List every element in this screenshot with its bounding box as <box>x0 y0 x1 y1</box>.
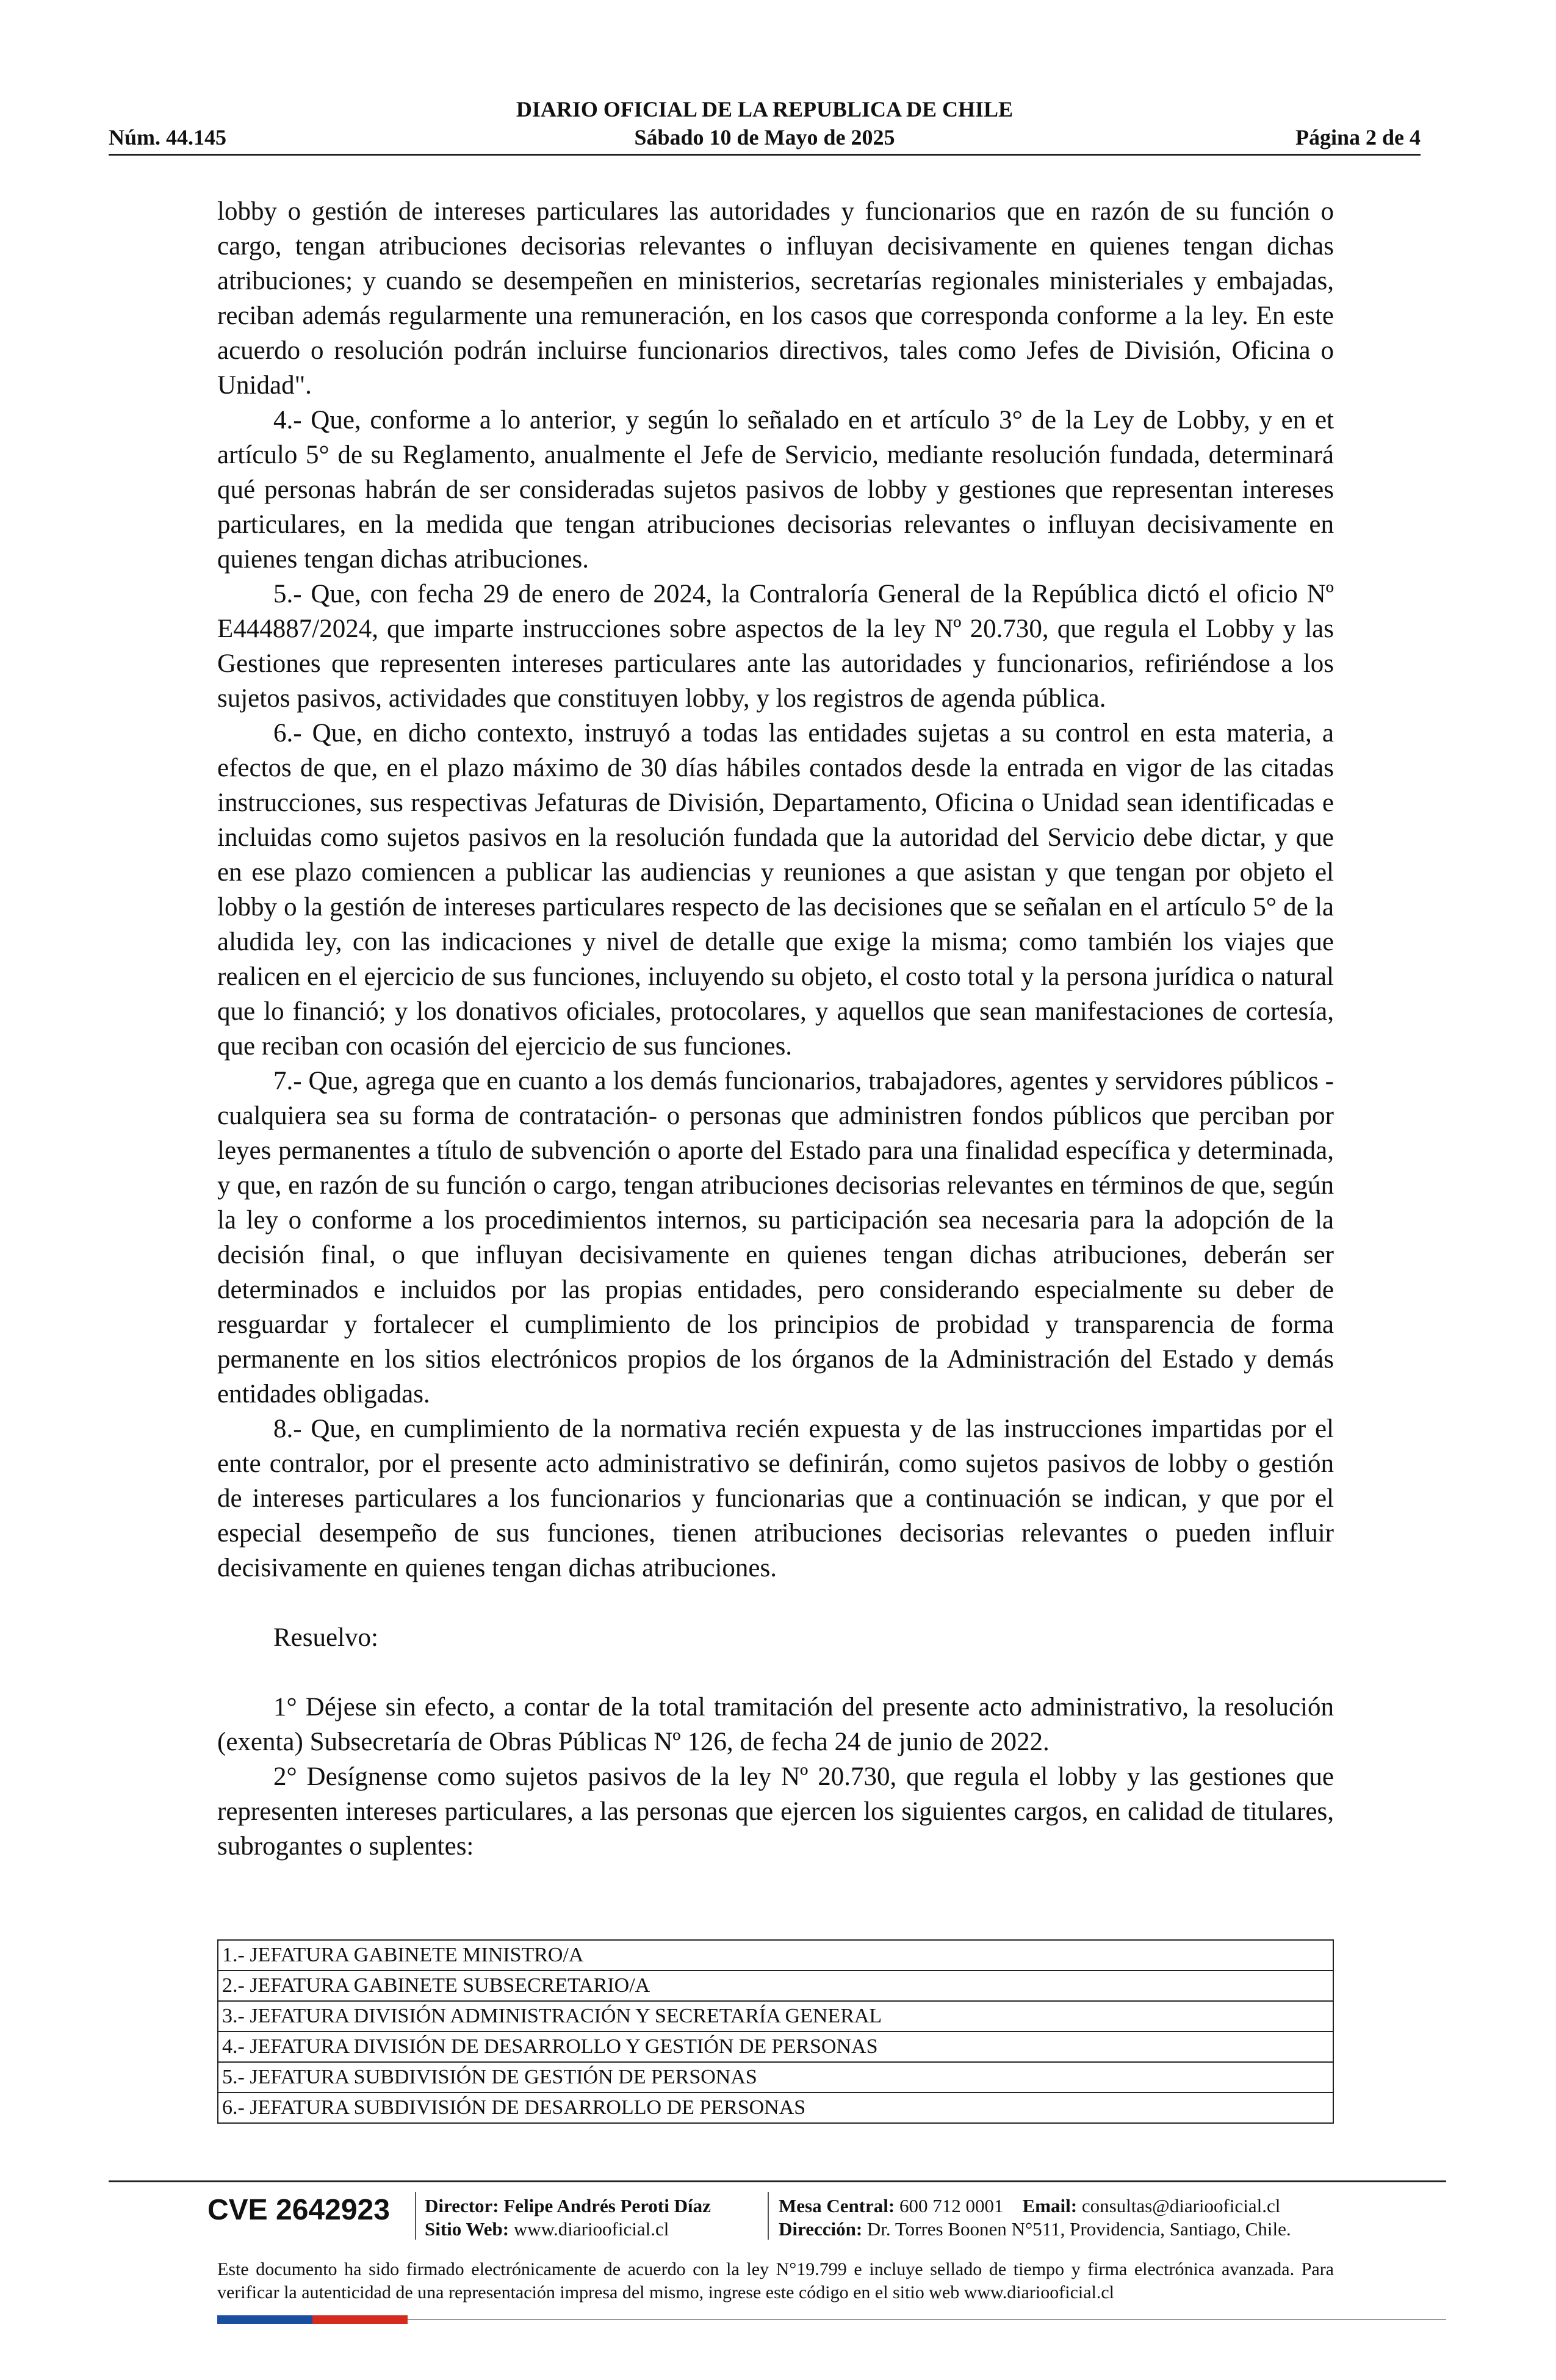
site-url: www.diariooficial.cl <box>513 2218 669 2240</box>
flag-stripe-blue <box>217 2315 312 2324</box>
gazette-title: DIARIO OFICIAL DE LA REPUBLICA DE CHILE <box>516 97 1014 121</box>
cargo-cell: 5.- JEFATURA SUBDIVISIÓN DE GESTIÓN DE PERSONAS <box>218 2062 1333 2093</box>
flag-stripe-red <box>312 2315 408 2324</box>
cargo-cell: 3.- JEFATURA DIVISIÓN ADMINISTRACIÓN Y SECRETARÍA GENERAL <box>218 2001 1333 2032</box>
mesa-phone: 600 712 0001 <box>899 2195 1004 2216</box>
page-indicator: Página 2 de 4 <box>1295 125 1421 150</box>
issue-date: Sábado 10 de Mayo de 2025 <box>634 125 895 150</box>
cargo-cell: 6.- JEFATURA SUBDIVISIÓN DE DESARROLLO DE PERSONAS <box>218 2093 1333 2123</box>
director-name: Felipe Andrés Peroti Díaz <box>503 2195 711 2216</box>
legal-notice: Este documento ha sido firmado electrónicamente de acuerdo con la ley N°19.799 e incluye sellado de tiempo y firma electrónica avanzada. Para verificar la autenticidad de una representación impresa del mismo, ingrese este código en el sitio web www.diariooficial.cl <box>217 2259 1334 2302</box>
paragraph-considerando-6: 6.- Que, en dicho contexto, instruyó a todas las entidades sujetas a su control en esta materia, a efectos de que, en el plazo máximo de 30 días hábiles contados desde la entrada en vigor de las citadas instrucciones, sus respectivas Jefaturas de División, Departamento, Oficina o Unidad sean identificadas e incluidas como sujetos pasivos en la resolución fundada que la autoridad del Servicio debe dictar, y que en ese plazo comiencen a publicar las audiencias y reuniones a que asistan y que tengan por objeto el lobby o la gestión de intereses particulares respecto de las decisiones que se señalan en el artículo 5° de la aludida ley, con las indicaciones y nivel de detalle que exige la misma; como también los viajes que realicen en el ejercicio de sus funciones, incluyendo su objeto, el costo total y la persona jurídica o natural que lo financió; y los donativos oficiales, protocolares, y aquellos que sean manifestaciones de cortesía, que reciban con ocasión del ejercicio de sus funciones. <box>217 719 1334 1061</box>
header-rule <box>109 154 1421 156</box>
paragraph-considerando-5: 5.- Que, con fecha 29 de enero de 2024, la Contraloría General de la República dictó el oficio Nº E444887/2024, que imparte instrucciones sobre aspectos de la ley Nº 20.730, que regula el Lobby y las Gestiones que representen intereses particulares ante las autoridades y funcionarios, refiriéndose a los sujetos pasivos, actividades que constituyen lobby, y los registros de agenda pública. <box>217 580 1334 713</box>
table-row <box>218 1971 1333 2001</box>
table-row <box>218 2032 1333 2062</box>
resuelvo-heading: Resuelvo: <box>273 1623 378 1652</box>
table-row <box>218 1940 1333 1971</box>
footer-director-block <box>425 2194 711 2241</box>
page-header <box>109 93 1421 160</box>
cve-code: CVE 2642923 <box>207 2194 390 2226</box>
bottom-rule <box>408 2319 1446 2320</box>
table-row <box>218 2001 1333 2032</box>
mesa-label: Mesa Central: <box>779 2195 895 2216</box>
table-row <box>218 2093 1333 2123</box>
footer-divider <box>415 2192 416 2240</box>
cargo-cell: 2.- JEFATURA GABINETE SUBSECRETARIO/A <box>218 1971 1333 2001</box>
director-label: Director: <box>425 2195 499 2216</box>
footer-divider <box>768 2192 769 2240</box>
resolution-item-2: 2° Desígnense como sujetos pasivos de la ley Nº 20.730, que regula el lobby y las gestiones que representen intereses particulares, a las personas que ejercen los siguientes cargos, en calidad de titulares, subrogantes o suplentes: <box>217 1762 1334 1861</box>
table-row <box>218 2062 1333 2093</box>
address-text: Dr. Torres Boonen N°511, Providencia, Santiago, Chile. <box>866 2218 1291 2240</box>
resolution-item-1: 1° Déjese sin efecto, a contar de la total tramitación del presente acto administrativo, la resolución (exenta) Subsecretaría de Obras Públicas Nº 126, de fecha 24 de junio de 2022. <box>217 1693 1334 1756</box>
cargo-cell: 4.- JEFATURA DIVISIÓN DE DESARROLLO Y GESTIÓN DE PERSONAS <box>218 2032 1333 2062</box>
email-address: consultas@diariooficial.cl <box>1081 2195 1281 2216</box>
issue-number: Núm. 44.145 <box>109 125 227 150</box>
site-label: Sitio Web: <box>425 2218 510 2240</box>
cargo-cell: 1.- JEFATURA GABINETE MINISTRO/A <box>218 1940 1333 1971</box>
paragraph-considerando-8: 8.- Que, en cumplimiento de la normativa recién expuesta y de las instrucciones impartidas por el ente contralor, por el presente acto administrativo se definirán, como sujetos pasivos de lobby o gestión de intereses particulares a los funcionarios y funcionarias que a continuación se indican, y que por el especial desempeño de sus funciones, tienen atribuciones decisorias relevantes o pueden influir decisivamente en quienes tengan dichas atribuciones. <box>217 1415 1334 1582</box>
email-label: Email: <box>1022 2195 1078 2216</box>
cargos-table <box>217 1939 1334 2124</box>
paragraph-continuation: lobby o gestión de intereses particulares las autoridades y funcionarios que en razón de su función o cargo, tengan atribuciones decisorias relevantes o influyan decisivamente en quienes tengan dichas atribuciones; y cuando se desempeñen en ministerios, secretarías regionales ministeriales y embajadas, reciban además regularmente una remuneración, en los casos que corresponda conforme a la ley. En este acuerdo o resolución podrán incluirse funcionarios directivos, tales como Jefes de División, Oficina o Unidad". <box>217 197 1334 400</box>
document-body <box>217 194 1334 1864</box>
address-label: Dirección: <box>779 2218 863 2240</box>
paragraph-considerando-4: 4.- Que, conforme a lo anterior, y según lo señalado en et artículo 3° de la Ley de Lobby, y en et artículo 5° de su Reglamento, anualmente el Jefe de Servicio, mediante resolución fundada, determinará qué personas habrán de ser consideradas sujetos pasivos de lobby y gestiones que representan intereses particulares, en la medida que tengan atribuciones decisorias relevantes o influyan decisivamente en quienes tengan dichas atribuciones. <box>217 406 1334 574</box>
paragraph-considerando-7: 7.- Que, agrega que en cuanto a los demás funcionarios, trabajadores, agentes y servidores públicos -cualquiera sea su forma de contratación- o personas que administren fondos públicos que perciban por leyes permanentes a título de subvención o aporte del Estado para una finalidad específica y determinada, y que, en razón de su función o cargo, tengan atribuciones decisorias relevantes en términos de que, según la ley o conforme a los procedimientos internos, su participación sea necesaria para la adopción de la decisión final, o que influyan decisivamente en quienes tengan dichas atribuciones, deberán ser determinados e incluidos por las propias entidades, pero considerando especialmente su deber de resguardar y fortalecer el cumplimiento de los principios de probidad y transparencia de forma permanente en los sitios electrónicos propios de los órganos de la Administración del Estado y demás entidades obligadas. <box>217 1067 1334 1408</box>
footer-contact-block <box>779 2194 1291 2241</box>
footer-rule <box>109 2180 1446 2182</box>
